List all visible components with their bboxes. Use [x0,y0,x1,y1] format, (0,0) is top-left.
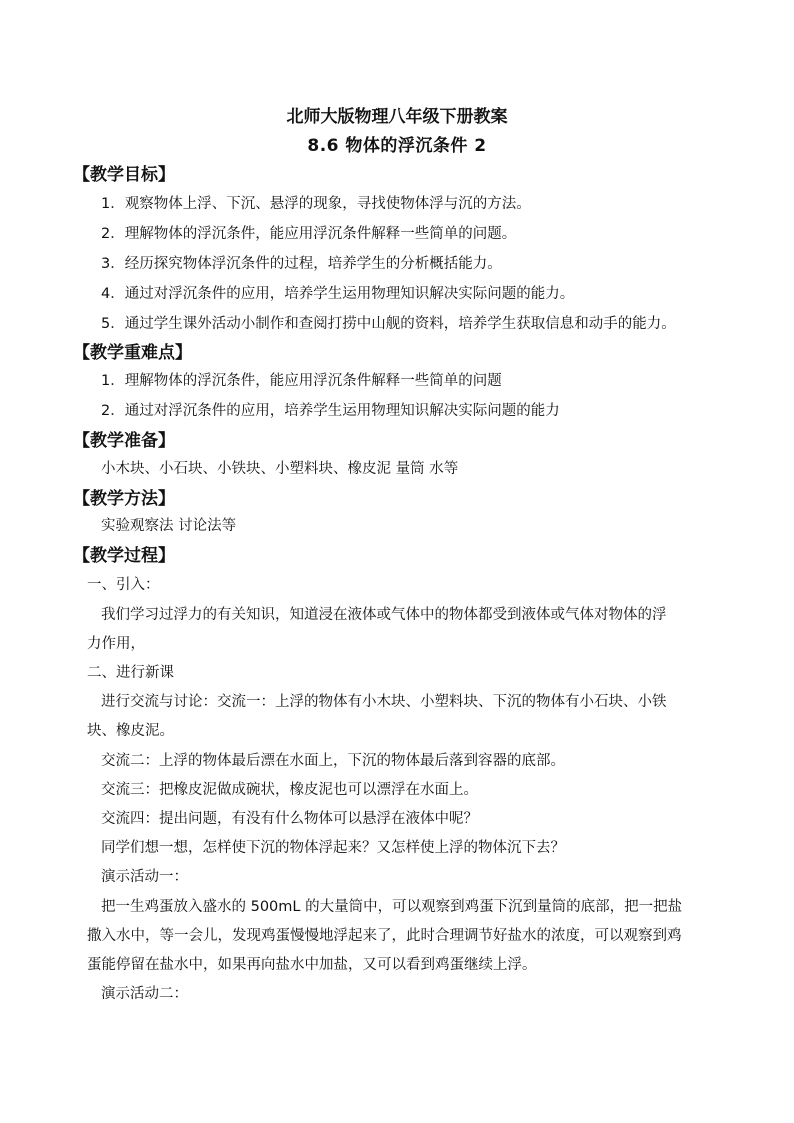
key-points-heading: 【教学重难点】 [73,343,192,363]
objective-item-3: 3．经历探究物体浮沉条件的过程，培养学生的分析概括能力。 [101,256,502,272]
demo-2-label: 演示活动二： [101,986,188,1002]
document-subtitle: 8.6 物体的浮沉条件 2 [307,136,487,156]
intro-line-2: 力作用， [87,636,145,652]
objective-item-1: 1．观察物体上浮、下沉、悬浮的现象，寻找使物体浮与沉的方法。 [101,196,531,212]
methods-heading: 【教学方法】 [73,489,175,509]
objectives-heading: 【教学目标】 [73,165,175,185]
exchange-2: 交流二：上浮的物体最后漂在水面上，下沉的物体最后落到容器的底部。 [101,753,565,769]
discussion-line-1: 进行交流与讨论：交流一：上浮的物体有小木块、小塑料块、下沉的物体有小石块、小铁 [101,694,667,710]
intro-line-1: 我们学习过浮力的有关知识，知道浸在液体或气体中的物体都受到液体或气体对物体的浮 [101,607,667,623]
intro-label: 一、引入： [87,577,160,593]
document-title: 北师大版物理八年级下册教案 [286,107,508,127]
preparation-heading: 【教学准备】 [73,431,175,451]
objective-item-2: 2．理解物体的浮沉条件，能应用浮沉条件解释一些简单的问题。 [101,226,517,242]
demo-1-label: 演示活动一： [101,869,188,885]
preparation-text: 小木块、小石块、小铁块、小塑料块、橡皮泥 量筒 水等 [101,461,459,477]
question-line: 同学们想一想，怎样使下沉的物体浮起来？又怎样使上浮的物体沉下去？ [101,840,565,856]
key-point-item-2: 2．通过对浮沉条件的应用，培养学生运用物理知识解决实际问题的能力 [101,403,560,419]
demo-1-line-2: 撒入水中，等一会儿，发现鸡蛋慢慢地浮起来了，此时合理调节好盐水的浓度，可以观察到鸡 [87,928,682,944]
methods-text: 实验观察法 讨论法等 [101,518,237,534]
discussion-line-2: 块、橡皮泥。 [87,723,174,739]
objective-item-4: 4．通过对浮沉条件的应用，培养学生运用物理知识解决实际问题的能力。 [101,286,575,302]
objective-item-5: 5．通过学生课外活动小制作和查阅打捞中山舰的资料，培养学生获取信息和动手的能力。 [101,316,676,332]
demo-1-line-3: 蛋能停留在盐水中，如果再向盐水中加盐，又可以看到鸡蛋继续上浮。 [87,957,537,973]
process-heading: 【教学过程】 [73,546,175,566]
exchange-4: 交流四：提出问题，有没有什么物体可以悬浮在液体中呢？ [101,811,478,827]
key-point-item-1: 1．理解物体的浮沉条件，能应用浮沉条件解释一些简单的问题 [101,373,502,389]
new-lesson-label: 二、进行新课 [87,665,174,681]
exchange-3: 交流三：把橡皮泥做成碗状，橡皮泥也可以漂浮在水面上。 [101,782,478,798]
demo-1-line-1: 把一生鸡蛋放入盛水的 500mL 的大量筒中，可以观察到鸡蛋下沉到量筒的底部，把一把盐 [101,899,683,915]
